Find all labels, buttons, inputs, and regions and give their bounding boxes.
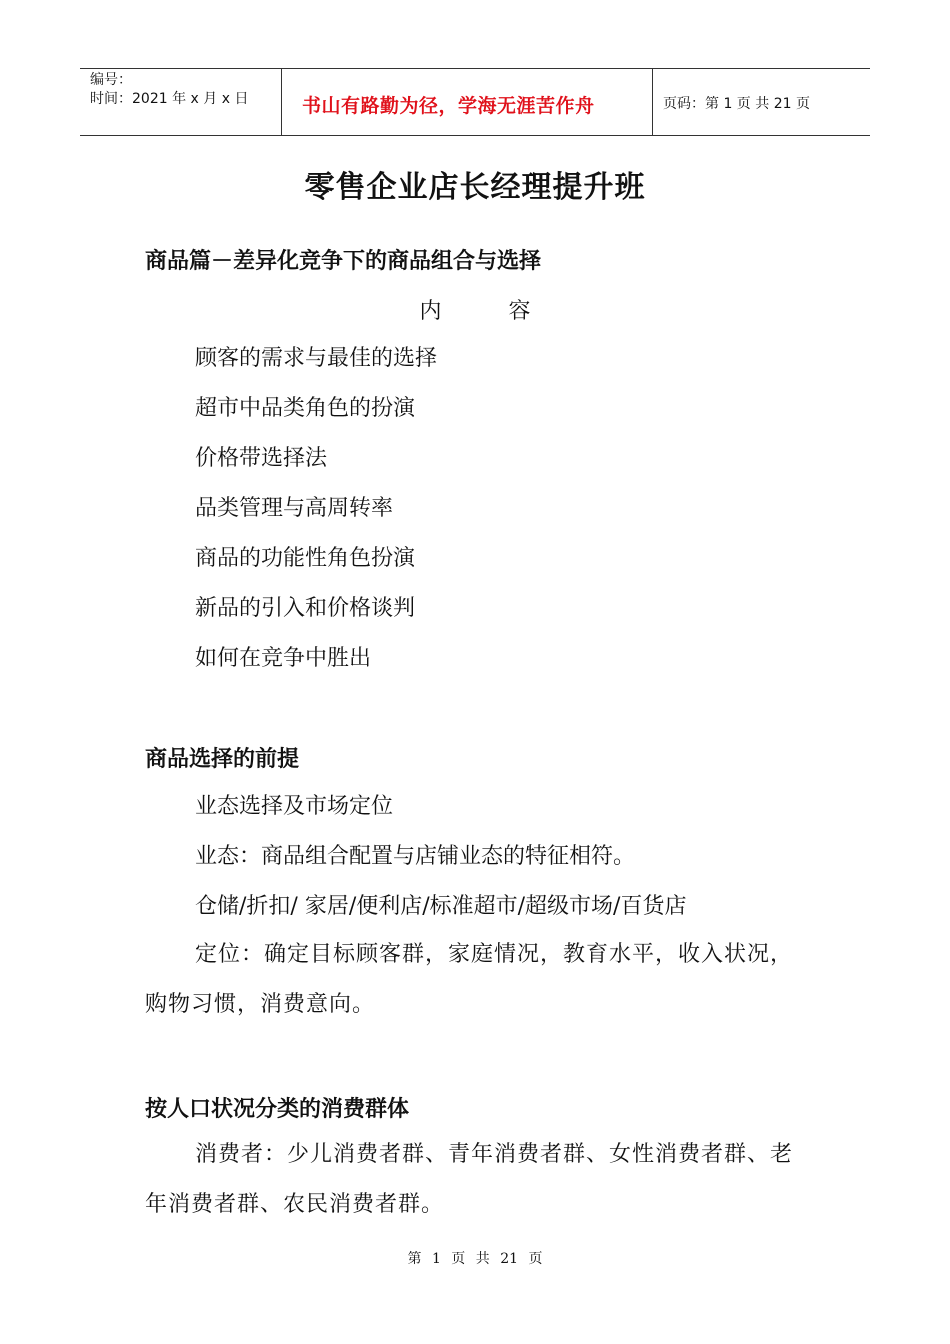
content-label: 内 容: [419, 299, 531, 324]
list-item: 新品的引入和价格谈判: [195, 596, 416, 621]
content-list: [195, 344, 437, 694]
section-heading-products: 商品篇－差异化竞争下的商品组合与选择: [145, 249, 542, 274]
document-title: 零售企业店长经理提升班: [304, 170, 646, 205]
list-item: 商品的功能性角色扮演: [195, 546, 416, 571]
list-item: 品类管理与高周转率: [195, 496, 394, 521]
motto-text: 书山有路勤为径，学海无涯苦作舟: [302, 94, 595, 117]
list-item: 超市中品类角色的扮演: [195, 396, 416, 421]
list-item: 顾客的需求与最佳的选择: [195, 346, 438, 371]
date-label: 时间：2021 年 x 月 x 日: [90, 91, 249, 107]
section-heading-consumer-groups: 按人口状况分类的消费群体: [145, 1097, 410, 1122]
serial-number-label: 编号：: [90, 72, 132, 88]
format-positioning-line: 业态选择及市场定位: [195, 794, 394, 819]
header-motto-cell: [282, 69, 653, 135]
consumer-groups-paragraph: 消费者：少儿消费者群、青年消费者群、女性消费者群、老年消费者群、农民消费者群。: [145, 1142, 794, 1217]
list-item: 价格带选择法: [195, 446, 328, 471]
document-header: [80, 68, 870, 136]
section-heading-premise: 商品选择的前提: [145, 747, 300, 772]
format-types-line: 仓储/折扣/ 家居/便利店/标准超市/超级市场/百货店: [195, 894, 687, 919]
format-definition-line: 业态：商品组合配置与店铺业态的特征相符。: [195, 844, 636, 869]
page-footer: 第 1 页 共 21 页: [407, 1251, 543, 1267]
positioning-paragraph: 定位：确定目标顾客群，家庭情况，教育水平，收入状况，购物习惯，消费意向。: [145, 942, 794, 1017]
list-item: 如何在竞争中胜出: [195, 646, 372, 671]
page-info-text: 页码：第 1 页 共 21 页: [663, 96, 810, 112]
header-page-cell: [653, 69, 870, 135]
header-meta-cell: [80, 69, 282, 135]
